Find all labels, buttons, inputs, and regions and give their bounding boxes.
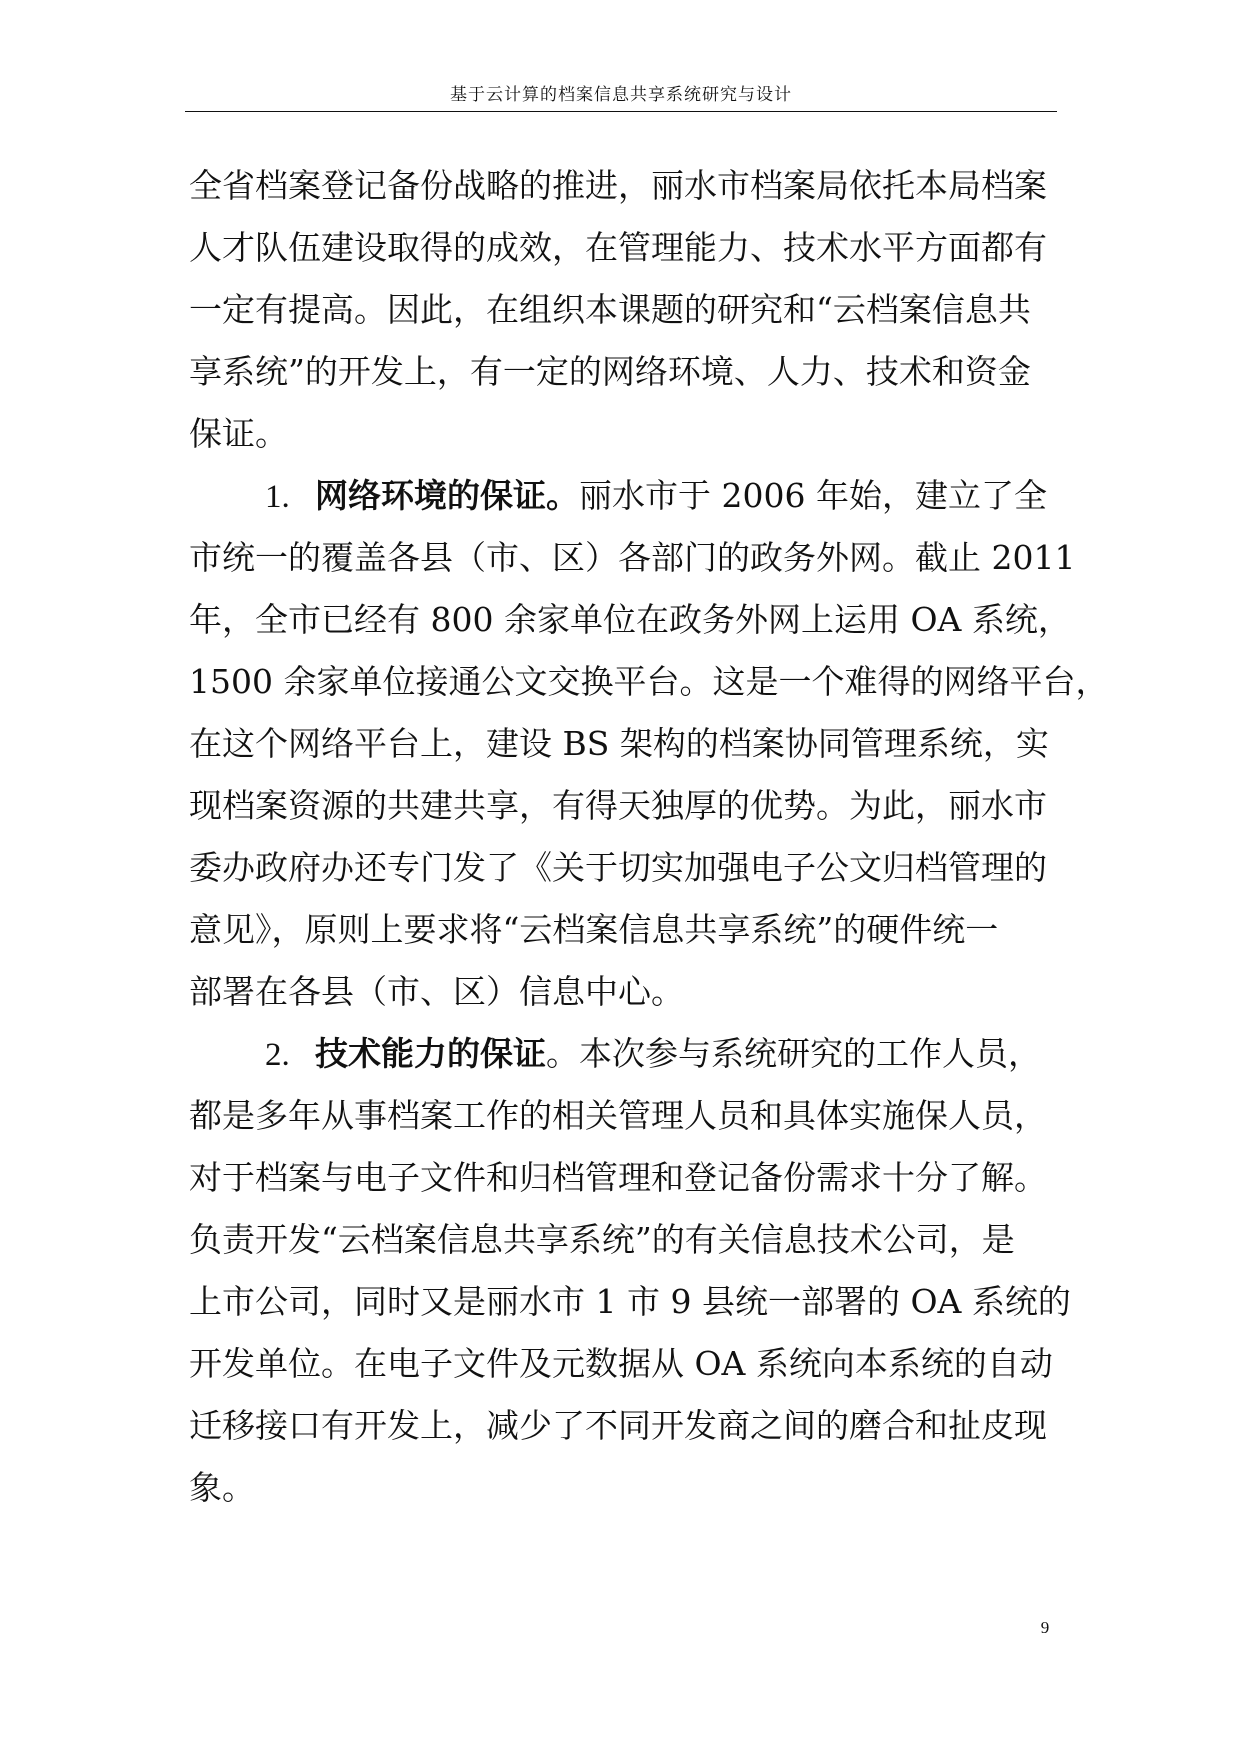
item2-first-line-text: 。本次参与系统研究的工作人员， bbox=[546, 1034, 1041, 1073]
text-line: 人才队伍建设取得的成效，在管理能力、技术水平方面都有 bbox=[189, 228, 1047, 267]
text-line: 对于档案与电子文件和归档管理和登记备份需求十分了解。 bbox=[189, 1158, 1047, 1197]
text-line: 上市公司，同时又是丽水市 1 市 9 县统一部署的 OA 系统的 bbox=[189, 1282, 1071, 1321]
text-line: 1500 余家单位接通公文交换平台。这是一个难得的网络平台， bbox=[189, 662, 1109, 701]
item1-first-line bbox=[189, 465, 1053, 527]
page-number: 9 bbox=[1040, 1618, 1050, 1637]
item2-number: 2. bbox=[265, 1037, 290, 1073]
item2-heading: 技术能力的保证 bbox=[315, 1034, 546, 1073]
text-line: 在这个网络平台上，建设 BS 架构的档案协同管理系统，实 bbox=[189, 724, 1049, 763]
text-line: 都是多年从事档案工作的相关管理人员和具体实施保人员， bbox=[189, 1096, 1047, 1135]
text-line: 年，全市已经有 800 余家单位在政务外网上运用 OA 系统， bbox=[189, 600, 1071, 639]
text-line: 开发单位。在电子文件及元数据从 OA 系统向本系统的自动 bbox=[189, 1344, 1053, 1383]
header-rule bbox=[185, 111, 1057, 112]
item1-number: 1. bbox=[265, 479, 290, 515]
body-text bbox=[189, 155, 1109, 1519]
text-line: 享系统”的开发上，有一定的网络环境、人力、技术和资金 bbox=[189, 352, 1031, 391]
text-line: 委办政府办还专门发了《关于切实加强电子公文归档管理的 bbox=[189, 848, 1047, 887]
text-line: 现档案资源的共建共享，有得天独厚的优势。为此，丽水市 bbox=[189, 786, 1047, 825]
item1-heading: 网络环境的保证。 bbox=[315, 476, 579, 515]
text-line: 一定有提高。因此，在组织本课题的研究和“云档案信息共 bbox=[189, 290, 1031, 329]
text-line: 全省档案登记备份战略的推进，丽水市档案局依托本局档案 bbox=[189, 166, 1047, 205]
text-line: 保证。 bbox=[189, 414, 288, 453]
running-header: 基于云计算的档案信息共享系统研究与设计 bbox=[450, 85, 792, 105]
text-line: 意见》，原则上要求将“云档案信息共享系统”的硬件统一 bbox=[189, 910, 999, 949]
text-line: 负责开发“云档案信息共享系统”的有关信息技术公司，是 bbox=[189, 1220, 1015, 1259]
text-line: 市统一的覆盖各县（市、区）各部门的政务外网。截止 2011 bbox=[189, 538, 1076, 577]
text-line: 迁移接口有开发上，减少了不同开发商之间的磨合和扯皮现 bbox=[189, 1406, 1047, 1445]
text-line: 部署在各县（市、区）信息中心。 bbox=[189, 972, 684, 1011]
item2-first-line bbox=[189, 1023, 1053, 1085]
item1-first-line-text: 丽水市于 2006 年始，建立了全 bbox=[579, 476, 1047, 515]
text-line: 象。 bbox=[189, 1468, 255, 1507]
